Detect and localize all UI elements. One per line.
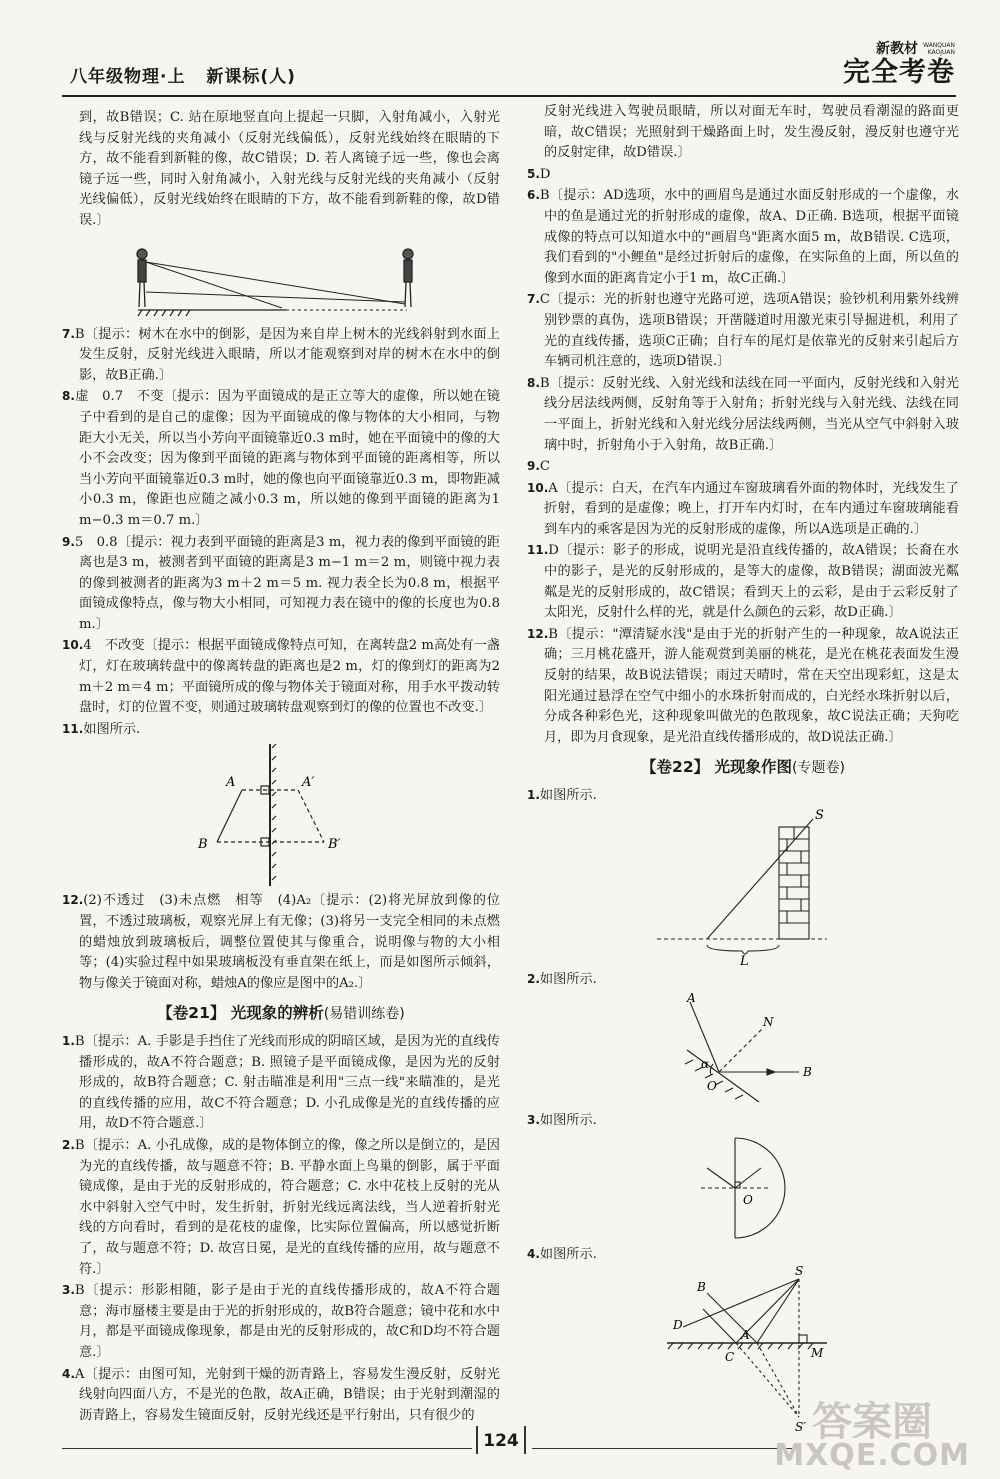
label-l: L — [740, 953, 749, 969]
book-title: 八年级物理·上 — [70, 67, 186, 87]
section-title: 光现象作图 — [714, 758, 793, 777]
continued-answer: 到，故B错误；C. 站在原地竖直向上提起一只脚，入射角减小，入射光线与反射光线的夹角减小（反射光线偏低），反射光线始终在眼睛的下方，故不能看到新鞋的像，故C错误；D. 若人离镜子远一些，像也会离镜子远一些，同时入射角减小，入射光线与反射光线的夹角减小（反射光线偏低），反射光线始终在眼睛的下方，故不能看到新鞋的像，故D错误.〕 — [79, 110, 500, 228]
item-number: 9. — [62, 534, 75, 549]
answer-item-7r — [527, 289, 959, 372]
item-text: C — [539, 459, 551, 475]
section-22-heading — [527, 757, 959, 779]
item-text: 如图所示. — [539, 971, 597, 987]
item-text: 如图所示. — [539, 1113, 597, 1129]
label-d: D — [673, 1318, 683, 1333]
label-b-prime: B′ — [328, 837, 341, 853]
item-number: 10. — [62, 638, 84, 653]
label-b: B — [803, 1065, 812, 1080]
item-text: D — [539, 166, 551, 182]
answer-list-left — [62, 324, 500, 741]
item-number: 9. — [527, 459, 540, 474]
s22-item-3 — [527, 1110, 959, 1132]
item-number: 4. — [527, 1246, 540, 1261]
item-text: B〔提示：反射光线、入射光线和法线在同一平面内，反射光线和入射光线分居法线两侧，反射角等于入射角；折射光线与入射光线、法线在同一平面上，折射光线和入射光线分居法线两侧，当光从空气中斜射入玻璃中时，折射角小于入射角，故B正确.〕 — [539, 375, 959, 453]
item-text: 虚 0.7 不变〔提示：因为平面镜成的是正立等大的虚像，所以她在镜子中看到的是自己的虚像；因为平面镜成的像与物体的大小相同，与物距大小无关，所以当小芳向平面镜靠近0.3 m时，她在平面镜中的像的大小不会改变；因为像到平面镜的距离与物体到平面镜的距离相等，所以当小芳向平面镜靠近0.3 m时，她的像也向平面镜靠近0.3 m，即物距减小0.3 m，像距也应随之减小0.3 m，所以她的像到平面镜的距离为1 m−0.3 m＝0.7 m.〕 — [74, 389, 500, 528]
item-text: B〔提示：形影相随，影子是由于光的直线传播形成的，故A不符合题意；海市蜃楼主要是由于光的折射形成的，故B符合题意；镜中花和水中月，都是平面镜成像现象，都是由光的反射形成的，故C和D均不符合题意.〕 — [74, 1283, 500, 1360]
item-number: 7. — [62, 326, 75, 341]
item-number: 12. — [62, 893, 84, 908]
item-text: 5 0.8〔提示：视力表到平面镜的距离是3 m，视力表的像到平面镜的距离也是3 m，被测者到平面镜的距离是3 m−1 m＝2 m，则镜中视力表的像到被测者的距离为3 m＋2 m＝5 m. 视力表全长为0.8 m，根据平面镜成像特点，像与物大小相同，可知视力表在镜中的像的长度也为0.8 m.〕 — [74, 534, 500, 632]
figure-mirror-shoes — [62, 232, 500, 324]
s22-item-1 — [527, 785, 959, 807]
label-m: M — [811, 1346, 824, 1361]
item-number: 3. — [527, 1113, 540, 1128]
section-21-list — [62, 1031, 500, 1426]
label-o: O — [743, 1192, 753, 1207]
item-number: 11. — [62, 721, 84, 736]
s22-item-2 — [527, 969, 959, 991]
item-text: B〔提示：AD选项，水中的画眉鸟是通过水面反射形成的一个虚像，水中的鱼是通过光的折射形成的虚像，故A、D正确. B选项，根据平面镜成像的特点可以知道水中的"画眉鸟"距离水面5 m，故B错误. C选项，我们看到的"小鲤鱼"是经过折射后的虚像，在实际鱼的上面，所以鱼的像到水面的距离肯定小于1 m，故C正确.〕 — [539, 188, 959, 286]
label-a: A — [226, 775, 236, 791]
label-s: S — [795, 1265, 804, 1279]
figure-11-plane-mirror — [62, 740, 500, 890]
item-text: 4 不改变〔提示：根据平面镜成像特点可知，在离转盘2 m高处有一盏灯，灯在玻璃转盘中的像离转盘的距离也是2 m，灯的像到灯的距离为2 m＋2 m＝4 m；平面镜所成的像与物体关于镜面对称，用手水平拨动转盘时，灯的位置不变，则通过玻璃转盘观察到灯的像的位置也不改变.〕 — [79, 638, 500, 716]
girl-figure-left — [137, 249, 147, 307]
item-number: 12. — [527, 626, 549, 641]
item-number: 8. — [527, 375, 540, 390]
item-number: 8. — [62, 389, 75, 404]
label-s: S — [815, 807, 824, 823]
label-a-prime: A′ — [302, 775, 315, 791]
footer-rule-left — [62, 1448, 472, 1449]
item-number: 6. — [527, 188, 540, 203]
section-title: 光现象的辨析 — [230, 1004, 324, 1023]
item-text: (2)不透过 (3)未点燃 相等 (4)A₂〔提示：(2)将光屏放到像的位置，不透过玻璃板，观察光屏上有无像；(3)将另一支完全相同的未点燃的蜡烛放到玻璃板后，调整位置使其与像重合，说明像与物的大小相等；(4)实验过程中如果玻璃板没有垂直架在纸上，而是如图所示倾斜，物与像关于镜面对称，蜡烛A的像应是图中的A₂.〕 — [79, 893, 500, 991]
answer-item-6 — [527, 185, 959, 289]
item-number: 2. — [62, 1137, 75, 1152]
item-text: D〔提示：影子的形成，说明光是沿直线传播的，故A错误；长裔在水中的影子，是光的反射形成的，是等大的虚像，故B错误；湖面波光粼粼是光的反射形成的，故C错误；看到天上的云彩，是由于云彩反射了太阳光，反射什么样的光，就是什么颜色的云彩，故D正确.〕 — [544, 543, 959, 621]
brand-pinyin — [923, 42, 955, 56]
left-column — [62, 108, 500, 1426]
label-a: A — [741, 1328, 750, 1343]
label-a: A — [687, 991, 696, 1006]
brand-small: 新教材 — [876, 41, 918, 57]
item-number: 5. — [527, 166, 540, 181]
item-number: 3. — [62, 1283, 75, 1298]
girl-figure-right — [403, 249, 413, 307]
s21-item-4 — [62, 1364, 500, 1427]
label-alpha: α — [701, 1057, 710, 1072]
answer-item-8r — [527, 373, 959, 456]
brand-pinyin-2: KAOJUAN — [927, 48, 955, 56]
label-b: B — [198, 837, 208, 853]
label-n: N — [763, 1015, 774, 1030]
answer-item-8 — [62, 386, 500, 531]
watermark-line-2: MXQE.COM — [774, 1438, 970, 1473]
mirror-stand — [138, 310, 286, 316]
item-text: 如图所示. — [539, 788, 597, 803]
s21-item-2 — [62, 1135, 500, 1280]
brand-pinyin-1: WANQUAN — [923, 41, 955, 49]
item-number: 1. — [527, 788, 540, 802]
edition-label: 新课标(人) — [206, 67, 296, 87]
right-column — [527, 102, 959, 1435]
item-number: 1. — [62, 1034, 75, 1048]
answer-item-10 — [62, 635, 500, 718]
answer-item-9r — [527, 456, 959, 478]
brand-logo — [843, 38, 955, 88]
answer-list-right — [527, 164, 959, 749]
item-text: B〔提示：A. 小孔成像，成的是物体倒立的像，像之所以是倒立的，是因为光的直线传播，故与题意不符；B. 平静水面上鸟巢的倒影，属于平面镜成像，是由于光的反射形成的，符合题意；C. 水中花枝上反射的光从水中斜射入空气中时，发生折射，折射光线远离法线，当人逆着折射光线的方向看时，看到的是花枝的虚像，比实际位置偏高，所以感觉折断了，故与题意不符；D. 故宫日冕，是光的直线传播的应用，故与题意不符.〕 — [74, 1137, 500, 1277]
label-o: O — [707, 1079, 717, 1094]
section-bracket: 【卷22】 — [641, 758, 710, 777]
item-number: 7. — [527, 292, 540, 307]
item-text: A〔提示：由图可知，光射到干燥的沥青路上，容易发生漫反射，反射光线射向四面八方，不是光的色散，故A正确，B错误；由于光射到潮湿的沥青路上，容易发生镜面反射，反射光线还是平行射出，只有很少的 — [74, 1366, 500, 1423]
label-s-prime: S′ — [795, 1420, 806, 1435]
item-text: C〔提示：光的折射也遵守光路可逆，选项A错误；验钞机利用紫外线辨别钞票的真伪，选项B错误；开凿隧道时用激光束引导掘进机，利用了光的直线传播，选项C正确；自行车的尾灯是依靠光的反射来引起后方车辆司机注意的，选项D错误.〕 — [539, 292, 959, 370]
section-tag: (专题卷) — [792, 760, 845, 777]
item-text: B〔提示：树木在水中的倒影，是因为来自岸上树木的光线斜射到水面上发生反射，反射光线进入眼睛，所以才能观察到对岸的树木在水中的倒影，故B正确.〕 — [74, 326, 500, 383]
s21-item-3 — [62, 1280, 500, 1363]
page-number: 124 — [483, 1431, 519, 1451]
item-text: B〔提示：A. 手影是手挡住了光线而形成的阴暗区域，是因为光的直线传播形成的，故A不符合题意；B. 照镜子是平面镜成像，是因为光的反射形成的，故B符合题意；C. 射击瞄准是利用"三点一线"来瞄准的，是光的直线传播的应用，故C不符合题意；D. 小孔成像是光的直线传播的应用，故D不符合题意.〕 — [74, 1034, 500, 1132]
sight-lines — [146, 262, 407, 310]
s21-item-1 — [62, 1031, 500, 1135]
item-text: 如图所示. — [539, 1246, 597, 1262]
watermark — [774, 1399, 970, 1473]
watermark-line-1: 答案圈 — [812, 1399, 933, 1445]
item-text: A〔提示：白天，在汽车内通过车窗玻璃看外面的物体时，光线发生了折射，看到的是虚像；晚上，打开车内灯时，在车内通过车窗玻璃能看到车内的乘客是因为光的反射形成的虚像，所以A选项是正确的.〕 — [544, 480, 959, 537]
continued-answer-right: 反射光线进入驾驶员眼睛，所以对面无车时，驾驶员看潮湿的路面更暗，故C错误；光照射到干燥路面上时，发生漫反射，漫反射也遵守光的反射定律，故D错误.〕 — [544, 104, 959, 161]
item-number: 2. — [527, 971, 540, 986]
item-text: 如图所示. — [83, 721, 141, 737]
footer-rule-right — [532, 1448, 792, 1449]
figure-22-3-semicircle-glass — [527, 1132, 959, 1244]
answer-item-11 — [62, 719, 500, 741]
section-bracket: 【卷21】 — [157, 1004, 226, 1023]
answer-item-9 — [62, 532, 500, 636]
page-bar-right — [524, 1426, 526, 1454]
header-rule — [62, 95, 956, 97]
figure-22-1-wall-shadow — [527, 807, 959, 969]
answer-item-5 — [527, 164, 959, 186]
item-number: 11. — [527, 543, 549, 558]
s22-item-4 — [527, 1244, 959, 1266]
section-21-heading — [62, 1003, 500, 1025]
running-header — [70, 62, 310, 87]
answer-item-10r — [527, 478, 959, 541]
answer-item-12 — [62, 890, 500, 994]
figure-22-2-reflection — [527, 990, 959, 1110]
item-text: B〔提示："潭清疑水浅"是由于光的折射产生的一种现象，故A说法正确；三月桃花盛开，游人能观赏到美丽的桃花，是光在桃花表面发生漫反射的结果，故B说法错误；雨过天晴时，常在天空出现彩虹，这是太阳光通过悬浮在空气中细小的水珠折射而成的，白光经水珠折射以后，分成各种彩色光，这种现象叫做光的色散现象，故C说法正确；天狗吃月，即为月食现象，是光沿直线传播形成的，故D说法正确.〕 — [544, 626, 959, 745]
label-c: C — [725, 1350, 735, 1365]
item-number: 10. — [527, 480, 549, 495]
section-tag: (易错训练卷) — [323, 1006, 405, 1023]
answer-item-12r — [527, 624, 959, 749]
item-number: 4. — [62, 1366, 75, 1381]
answer-item-11r — [527, 540, 959, 623]
answer-item-7 — [62, 324, 500, 387]
label-b: B — [697, 1280, 706, 1295]
brand-big: 完全考卷 — [843, 57, 955, 88]
